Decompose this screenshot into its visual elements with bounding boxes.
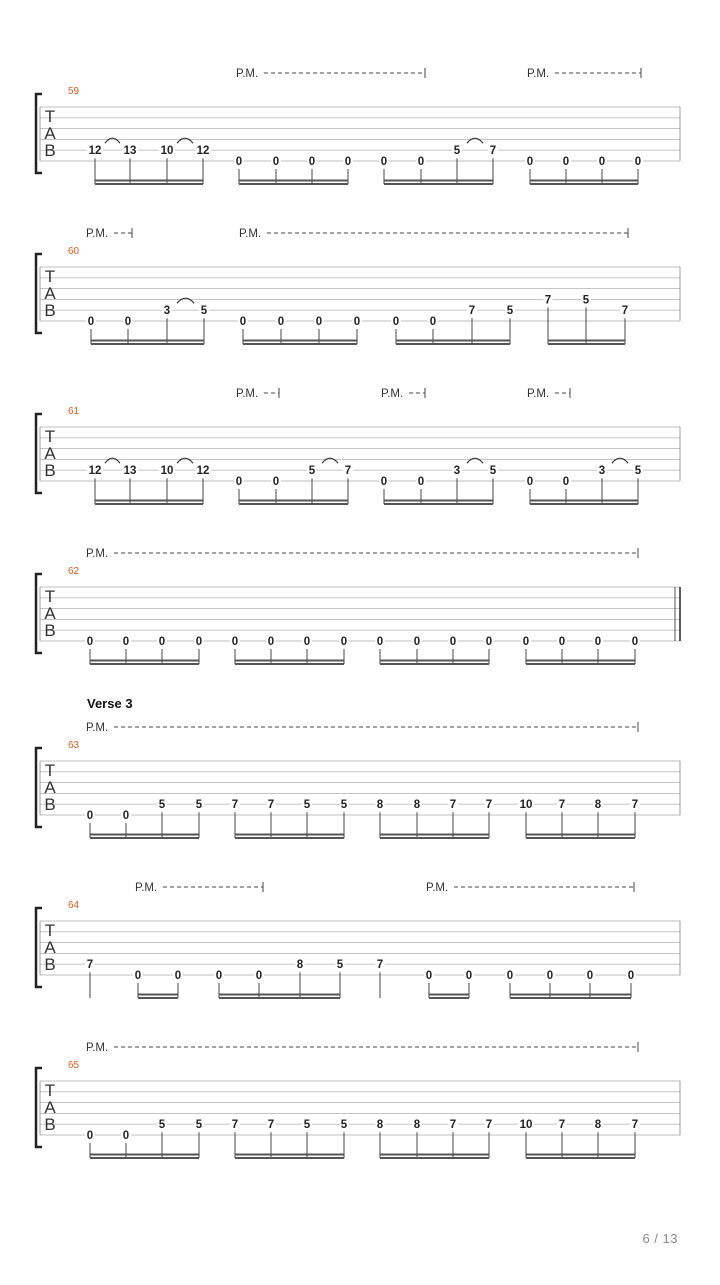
beam-primary (235, 1154, 344, 1156)
palm-mute-label: P.M. (381, 388, 404, 400)
fret-number: 0 (272, 156, 280, 168)
beam-secondary (90, 663, 199, 665)
beam-primary (90, 1154, 199, 1156)
beam-secondary (235, 663, 344, 665)
palm-mute-label: P.M. (426, 882, 449, 894)
fret-number: 8 (413, 799, 421, 812)
tab-clef-letter: T (44, 1081, 56, 1100)
tab-clef-letter: T (44, 761, 56, 780)
beam-secondary (138, 997, 178, 999)
fret-number: 7 (231, 1119, 239, 1132)
fret-number: 0 (586, 970, 594, 982)
tab-clef-letter: A (44, 124, 56, 143)
fret-number: 0 (231, 636, 239, 648)
fret-number: 0 (353, 316, 361, 328)
beam-secondary (548, 343, 625, 345)
fret-number: 5 (582, 294, 590, 307)
beam-secondary (380, 1157, 489, 1159)
tab-clef-letter: A (44, 938, 56, 957)
fret-number: 5 (340, 1119, 348, 1132)
palm-mute-label: P.M. (86, 722, 109, 734)
fret-number: 0 (272, 476, 280, 488)
beam-primary (526, 834, 635, 836)
palm-mute-label: P.M. (86, 548, 109, 560)
beam-primary (95, 180, 203, 182)
tab-clef-letter: T (44, 921, 56, 940)
fret-number: 0 (425, 970, 433, 982)
measure-number: 60 (68, 246, 80, 257)
fret-number: 7 (485, 1119, 493, 1132)
palm-mute-label: P.M. (236, 388, 259, 400)
beam-primary (95, 500, 203, 502)
fret-number: 0 (634, 156, 642, 168)
fret-number: 8 (376, 799, 384, 812)
beam-primary (548, 340, 625, 342)
fret-number: 7 (376, 959, 384, 972)
fret-number: 0 (465, 970, 473, 982)
fret-number: 0 (417, 156, 425, 168)
fret-number: 0 (344, 156, 352, 168)
fret-number: 8 (594, 799, 602, 812)
fret-number: 0 (485, 636, 493, 648)
fret-number: 0 (392, 316, 400, 328)
beam-primary (530, 500, 638, 502)
fret-number: 5 (336, 959, 344, 972)
fret-number: 0 (124, 316, 132, 328)
tab-clef-letter: B (44, 795, 56, 814)
beam-secondary (91, 343, 204, 345)
beam-primary (384, 500, 493, 502)
fret-number: 7 (231, 799, 239, 812)
beam-secondary (530, 183, 638, 185)
tab-clef-letter: B (44, 141, 56, 160)
fret-number: 3 (163, 305, 171, 318)
fret-number: 7 (485, 799, 493, 812)
measure-number: 64 (68, 900, 80, 911)
fret-number: 7 (558, 799, 566, 812)
fret-number: 0 (255, 970, 263, 982)
beam-primary (219, 994, 340, 996)
fret-number: 0 (195, 636, 203, 648)
beam-secondary (384, 503, 493, 505)
beam-secondary (235, 837, 344, 839)
fret-number: 13 (123, 465, 137, 478)
fret-number: 0 (380, 476, 388, 488)
beam-secondary (526, 837, 635, 839)
beam-primary (235, 834, 344, 836)
beam-secondary (396, 343, 510, 345)
beam-primary (429, 994, 469, 996)
tab-clef-letter: B (44, 1115, 56, 1134)
fret-number: 10 (160, 145, 174, 158)
fret-number: 5 (453, 145, 461, 158)
tab-clef-letter: A (44, 284, 56, 303)
fret-number: 0 (87, 316, 95, 328)
beam-secondary (526, 1157, 635, 1159)
beam-secondary (530, 503, 638, 505)
fret-number: 0 (277, 316, 285, 328)
fret-number: 5 (303, 799, 311, 812)
fret-number: 0 (122, 1130, 130, 1142)
fret-number: 0 (134, 970, 142, 982)
fret-number: 0 (122, 636, 130, 648)
fret-number: 8 (296, 959, 304, 972)
beam-secondary (239, 503, 348, 505)
tab-system-65 (36, 1042, 680, 1159)
fret-number: 0 (376, 636, 384, 648)
tab-clef-letter: T (44, 427, 56, 446)
fret-number: 7 (558, 1119, 566, 1132)
fret-number: 12 (88, 145, 102, 158)
fret-number: 7 (489, 145, 497, 158)
beam-secondary (526, 663, 635, 665)
section-label: Verse 3 (87, 696, 133, 711)
fret-number: 3 (453, 465, 461, 478)
beam-primary (90, 660, 199, 662)
fret-number: 0 (506, 970, 514, 982)
tab-system-63 (36, 696, 680, 839)
beam-primary (239, 180, 348, 182)
fret-number: 7 (621, 305, 629, 318)
tab-clef-letter: B (44, 461, 56, 480)
fret-number: 5 (200, 305, 208, 318)
fret-number: 0 (598, 156, 606, 168)
fret-number: 0 (239, 316, 247, 328)
fret-number: 12 (196, 465, 210, 478)
measure-number: 62 (68, 566, 80, 577)
tab-clef-letter: T (44, 587, 56, 606)
beam-secondary (95, 503, 203, 505)
beam-secondary (380, 837, 489, 839)
fret-number: 0 (174, 970, 182, 982)
fret-number: 0 (526, 476, 534, 488)
fret-number: 7 (267, 799, 275, 812)
fret-number: 8 (376, 1119, 384, 1132)
fret-number: 0 (449, 636, 457, 648)
fret-number: 0 (267, 636, 275, 648)
measure-number: 61 (68, 406, 80, 417)
beam-primary (380, 660, 489, 662)
tab-system-61 (36, 388, 680, 505)
fret-number: 0 (86, 636, 94, 648)
fret-number: 0 (315, 316, 323, 328)
beam-secondary (384, 183, 493, 185)
beam-secondary (95, 183, 203, 185)
fret-number: 0 (235, 156, 243, 168)
beam-primary (530, 180, 638, 182)
fret-number: 0 (413, 636, 421, 648)
tab-system-62 (36, 548, 680, 665)
tab-clef-letter: B (44, 621, 56, 640)
beam-primary (396, 340, 510, 342)
tab-clef-letter: T (44, 267, 56, 286)
beam-primary (526, 1154, 635, 1156)
fret-number: 8 (413, 1119, 421, 1132)
tab-clef-letter: A (44, 1098, 56, 1117)
beam-primary (235, 660, 344, 662)
fret-number: 5 (308, 465, 316, 478)
fret-number: 10 (519, 1119, 533, 1132)
fret-number: 0 (86, 810, 94, 822)
measure-number: 65 (68, 1060, 80, 1071)
fret-number: 0 (562, 156, 570, 168)
fret-number: 3 (598, 465, 606, 478)
beam-primary (526, 660, 635, 662)
beam-secondary (235, 1157, 344, 1159)
fret-number: 8 (594, 1119, 602, 1132)
fret-number: 5 (634, 465, 642, 478)
beam-secondary (243, 343, 357, 345)
tab-clef-letter: A (44, 604, 56, 623)
fret-number: 0 (380, 156, 388, 168)
tab-clef-letter: B (44, 301, 56, 320)
fret-number: 7 (86, 959, 94, 972)
page-indicator: 6 / 13 (642, 1231, 678, 1246)
palm-mute-label: P.M. (239, 228, 262, 240)
beam-primary (243, 340, 357, 342)
fret-number: 0 (86, 1130, 94, 1142)
palm-mute-label: P.M. (527, 388, 550, 400)
beam-primary (380, 834, 489, 836)
fret-number: 7 (631, 799, 639, 812)
fret-number: 10 (160, 465, 174, 478)
palm-mute-label: P.M. (86, 1042, 109, 1054)
beam-secondary (380, 663, 489, 665)
beam-secondary (90, 837, 199, 839)
fret-number: 7 (449, 799, 457, 812)
tab-system-64 (36, 882, 680, 999)
fret-number: 7 (344, 465, 352, 478)
fret-number: 0 (558, 636, 566, 648)
tab-clef-letter: A (44, 444, 56, 463)
fret-number: 5 (195, 799, 203, 812)
fret-number: 0 (417, 476, 425, 488)
fret-number: 10 (519, 799, 533, 812)
fret-number: 5 (489, 465, 497, 478)
fret-number: 0 (215, 970, 223, 982)
fret-number: 5 (158, 1119, 166, 1132)
tab-clef-letter: A (44, 778, 56, 797)
fret-number: 0 (526, 156, 534, 168)
beam-secondary (239, 183, 348, 185)
fret-number: 0 (594, 636, 602, 648)
fret-number: 5 (195, 1119, 203, 1132)
fret-number: 5 (158, 799, 166, 812)
beam-secondary (510, 997, 631, 999)
beam-primary (384, 180, 493, 182)
fret-number: 0 (627, 970, 635, 982)
palm-mute-label: P.M. (236, 68, 259, 80)
fret-number: 0 (631, 636, 639, 648)
fret-number: 0 (562, 476, 570, 488)
tab-clef-letter: B (44, 955, 56, 974)
tab-system-59 (36, 68, 680, 185)
palm-mute-label: P.M. (135, 882, 158, 894)
measure-number: 59 (68, 86, 80, 97)
fret-number: 12 (196, 145, 210, 158)
palm-mute-label: P.M. (86, 228, 109, 240)
fret-number: 0 (122, 810, 130, 822)
fret-number: 7 (468, 305, 476, 318)
fret-number: 0 (546, 970, 554, 982)
beam-primary (90, 834, 199, 836)
tab-system-60 (36, 228, 680, 345)
fret-number: 7 (267, 1119, 275, 1132)
fret-number: 0 (429, 316, 437, 328)
fret-number: 0 (158, 636, 166, 648)
fret-number: 0 (235, 476, 243, 488)
beam-primary (239, 500, 348, 502)
beam-primary (138, 994, 178, 996)
fret-number: 7 (631, 1119, 639, 1132)
beam-primary (510, 994, 631, 996)
tab-clef-letter: T (44, 107, 56, 126)
fret-number: 13 (123, 145, 137, 158)
fret-number: 0 (303, 636, 311, 648)
fret-number: 5 (303, 1119, 311, 1132)
measure-number: 63 (68, 740, 80, 751)
fret-number: 7 (544, 294, 552, 307)
beam-secondary (90, 1157, 199, 1159)
beam-secondary (219, 997, 340, 999)
fret-number: 0 (308, 156, 316, 168)
fret-number: 5 (340, 799, 348, 812)
fret-number: 7 (449, 1119, 457, 1132)
fret-number: 0 (522, 636, 530, 648)
beam-secondary (429, 997, 469, 999)
palm-mute-label: P.M. (527, 68, 550, 80)
beam-primary (380, 1154, 489, 1156)
beam-primary (91, 340, 204, 342)
fret-number: 5 (506, 305, 514, 318)
fret-number: 12 (88, 465, 102, 478)
fret-number: 0 (340, 636, 348, 648)
